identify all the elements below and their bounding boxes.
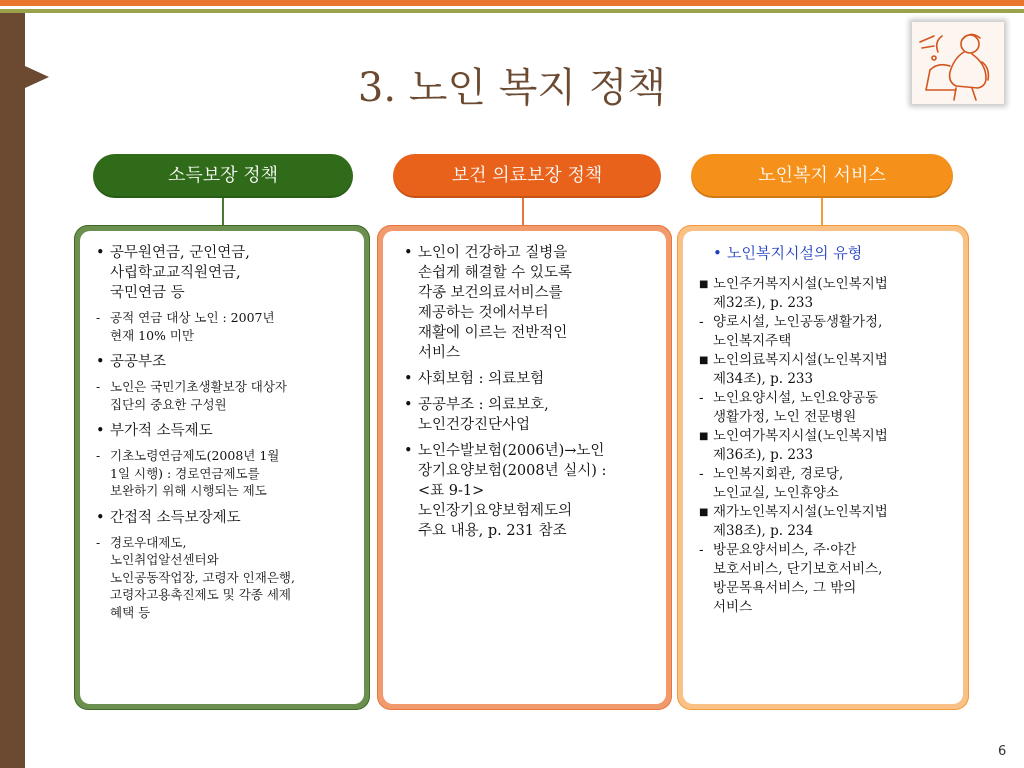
connector-line-income: [222, 198, 224, 226]
dash-marker: -: [699, 466, 704, 482]
bullet-icon: •: [404, 397, 413, 413]
income-policy-card-body: [80, 231, 364, 704]
list-item-text: 노인의료복지시설(노인복지법 제34조), p. 233: [713, 352, 888, 387]
bullet-icon: •: [404, 443, 413, 459]
left-side-strip: [0, 13, 25, 768]
square-bullet-icon: ■: [699, 507, 709, 518]
list-item: [96, 309, 356, 344]
elderly-illustration-icon: [912, 22, 1004, 104]
dash-marker: -: [699, 542, 704, 558]
bullet-icon: •: [96, 354, 105, 370]
list-item: [404, 395, 658, 435]
list-item-text: 간접적 소득보장제도: [110, 509, 241, 526]
income-policy-card: [74, 225, 370, 710]
list-item: [699, 351, 957, 389]
dash-marker: -: [699, 390, 704, 406]
square-bullet-icon: ■: [699, 279, 709, 290]
dash-marker: -: [699, 314, 704, 330]
list-item: [699, 427, 957, 465]
category-pill-income: 소득보장 정책: [93, 154, 353, 198]
list-item-text: 노인복지회관, 경로당, 노인교실, 노인휴양소: [713, 466, 844, 501]
square-bullet-icon: ■: [699, 355, 709, 366]
bullet-icon: •: [404, 371, 413, 387]
list-item-text: 기초노령연금제도(2008년 1월 1일 시행) : 경로연금제도를 보완하기 위해 시행되는 제도: [110, 448, 280, 498]
dash-marker: -: [96, 310, 101, 325]
health-policy-card-body: [383, 231, 666, 704]
list-item: [404, 243, 658, 363]
bullet-icon: •: [96, 509, 105, 526]
dash-marker: -: [96, 534, 101, 550]
dash-marker: -: [96, 379, 101, 394]
top-accent-bar-orange: [0, 0, 1024, 6]
income-policy-list: [96, 243, 356, 629]
list-item: [96, 508, 356, 528]
list-item-text: 노인여가복지시설(노인복지법 제36조), p. 233: [713, 428, 888, 463]
top-accent-bar-olive: [0, 9, 1024, 13]
list-item: [96, 421, 356, 441]
health-policy-list: [404, 243, 658, 547]
bullet-icon: •: [96, 423, 105, 439]
connector-line-health: [522, 198, 524, 226]
dash-marker: -: [96, 448, 101, 463]
category-pill-welfare-service: 노인복지 서비스: [691, 154, 953, 198]
list-item-text: 공공부조 : 의료보호, 노인건강진단사업: [418, 397, 549, 433]
list-item-text: 공적 연금 대상 노인 : 2007년 현재 10% 미만: [110, 310, 275, 343]
list-item: [96, 447, 356, 500]
list-item: [96, 534, 356, 622]
list-item-text: 양로시설, 노인공동생활가정, 노인복지주택: [713, 314, 883, 349]
bullet-icon: •: [96, 245, 105, 261]
list-item-text: 경로우대제도, 노인취업알선센터와 노인공동작업장, 고령자 인재은행, 고령자고용촉진제도 및 각종 세제 혜택 등: [110, 534, 295, 620]
list-item-text: 노인주거복지시설(노인복지법 제32조), p. 233: [713, 276, 888, 311]
welfare-service-card-body: [683, 231, 963, 704]
list-item-text: 노인이 건강하고 질병을 손쉽게 해결할 수 있도록 각종 보건의료서비스를 제공하는 것에서부터 재활에 이르는 전반적인 서비스: [418, 245, 572, 361]
list-item-text: 노인요양시설, 노인요양공동 생활가정, 노인 전문병원: [713, 390, 879, 425]
list-item-text: 방문요양서비스, 주·야간 보호서비스, 단기보호서비스, 방문목욕서비스, 그 밖의 서비스: [713, 542, 883, 615]
category-pill-health: 보건 의료보장 정책: [393, 154, 661, 198]
list-item-text: 재가노인복지시설(노인복지법 제38조), p. 234: [713, 504, 888, 539]
list-item-text: 부가적 소득제도: [110, 423, 213, 439]
list-item-text: 공공부조: [110, 354, 167, 370]
list-item: [699, 313, 957, 351]
list-item-text: 노인수발보험(2006년)→노인 장기요양보험(2008년 실시) : <표 9-1> 노인장기요양보험제도의 주요 내용, p. 231 참조: [418, 443, 607, 539]
list-item: [699, 541, 957, 617]
page-number: 6: [998, 744, 1007, 759]
list-item: [96, 352, 356, 372]
list-item: [699, 503, 957, 541]
bullet-icon: •: [404, 245, 413, 261]
health-policy-card: [377, 225, 672, 710]
list-item: [699, 275, 957, 313]
list-item-text: 공무원연금, 군인연금, 사립학교교직원연금, 국민연금 등: [110, 245, 250, 301]
list-item: [699, 389, 957, 427]
list-item: [699, 465, 957, 503]
list-item: [96, 378, 356, 413]
welfare-service-list: [699, 275, 957, 617]
list-item-text: 노인은 국민기초생활보장 대상자 집단의 중요한 구성원: [110, 379, 287, 412]
list-item: [404, 441, 658, 541]
connector-line-welfare-service: [821, 198, 823, 226]
welfare-facility-heading: [713, 243, 863, 263]
square-bullet-icon: ■: [699, 431, 709, 442]
slide-title: 3. 노인 복지 정책: [357, 65, 667, 111]
list-item: [404, 369, 658, 389]
welfare-facility-heading-text: 노인복지시설의 유형: [727, 244, 863, 262]
list-item: [96, 243, 356, 303]
heading-bullet-marker: •: [713, 244, 722, 262]
welfare-service-card: [677, 225, 969, 710]
list-item-text: 사회보험 : 의료보험: [418, 371, 545, 387]
